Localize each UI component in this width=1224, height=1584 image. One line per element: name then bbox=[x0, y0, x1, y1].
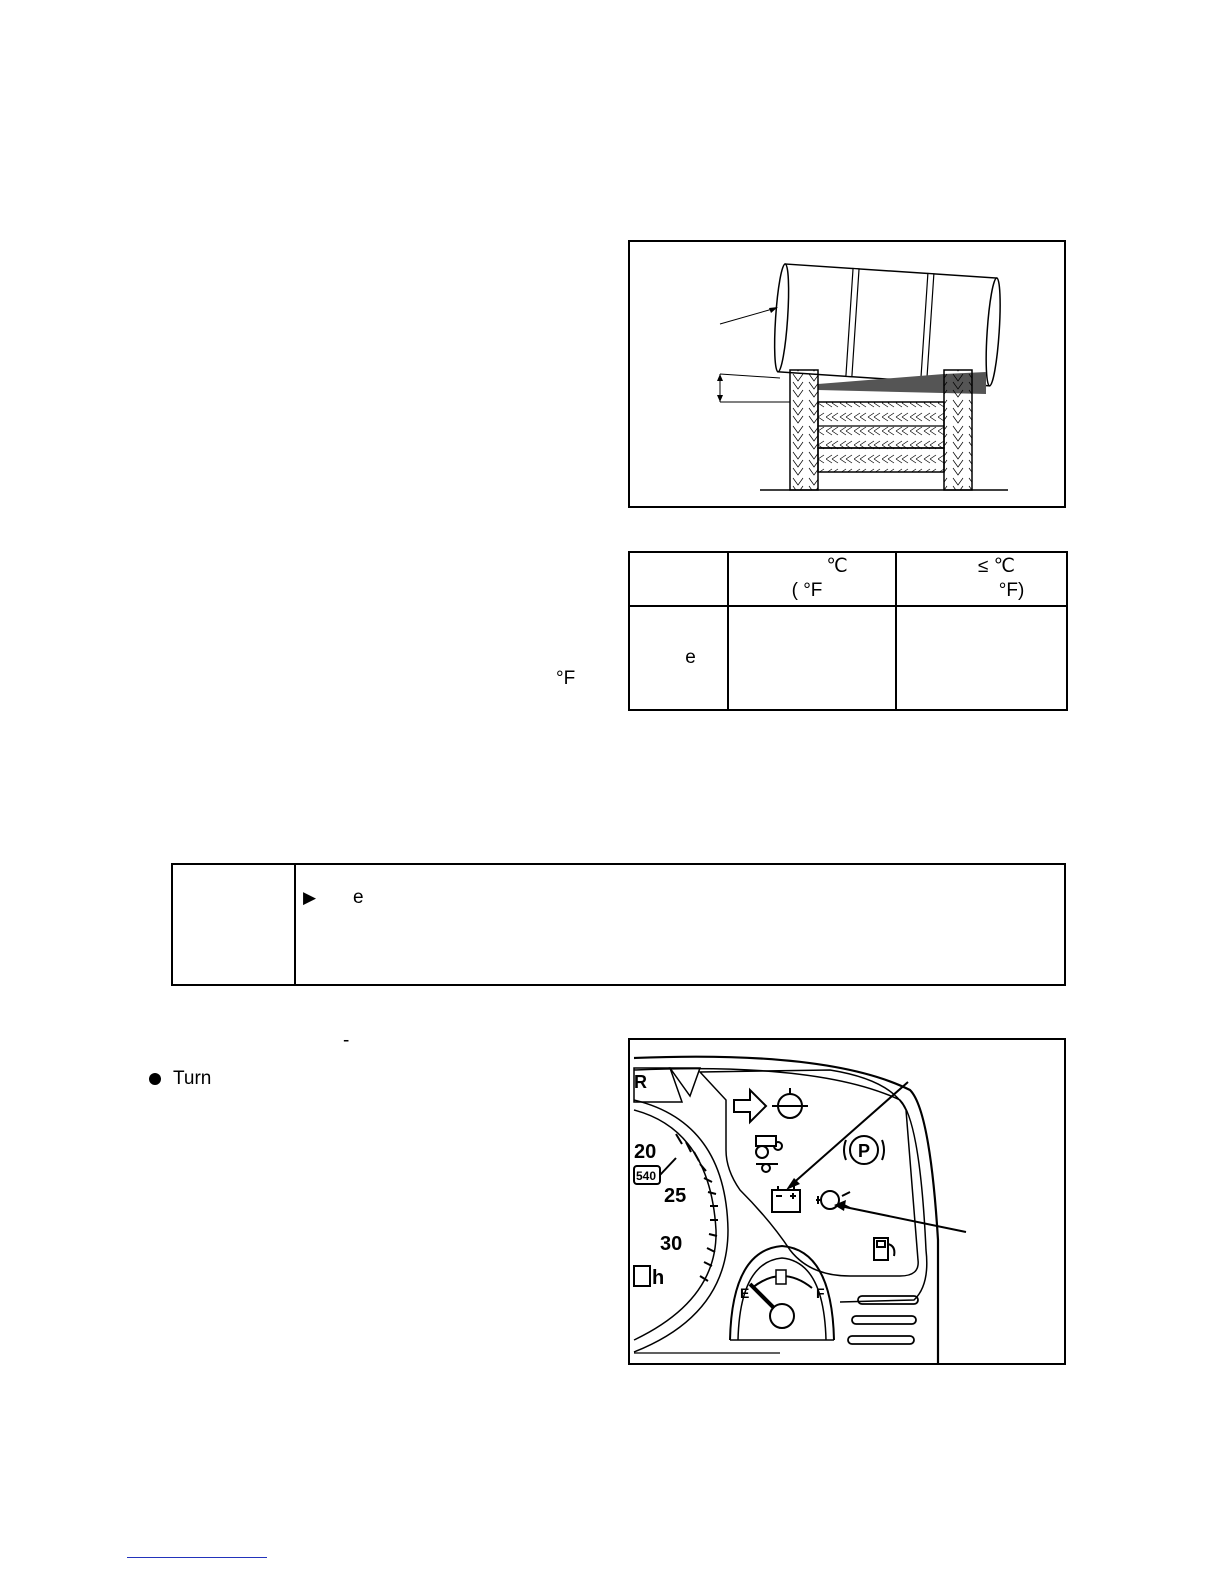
header-fahrenheit-high: °F) bbox=[998, 580, 1025, 601]
row-label-text: e bbox=[685, 647, 696, 668]
turn-instruction-text: Turn bbox=[173, 1068, 212, 1089]
speed-30-label: 30 bbox=[660, 1233, 683, 1255]
notice-marker-icon: ▶ bbox=[303, 888, 317, 907]
instrument-cluster-figure bbox=[628, 1038, 1066, 1365]
hour-meter-h-label: h bbox=[652, 1267, 665, 1289]
bullet-icon bbox=[149, 1073, 161, 1085]
svg-text:P: P bbox=[858, 1141, 871, 1161]
fahrenheit-unit-text: °F bbox=[556, 668, 576, 689]
table-cell-high bbox=[896, 606, 1067, 710]
footer-link-underline bbox=[127, 1557, 267, 1558]
speed-20-label: 20 bbox=[634, 1141, 657, 1163]
notice-box bbox=[171, 863, 1066, 986]
instrument-cluster-illustration bbox=[630, 1040, 1064, 1363]
table-header-low-temp bbox=[728, 552, 896, 606]
header-celsius-high: ≤ ℃ bbox=[977, 556, 1016, 577]
table-header-high-temp bbox=[896, 552, 1067, 606]
table-header-empty bbox=[629, 552, 728, 606]
drum-on-rack-illustration bbox=[630, 242, 1064, 506]
header-celsius-low: ℃ bbox=[826, 556, 848, 577]
stray-dash: - bbox=[343, 1030, 350, 1051]
pto-540-label: 540 bbox=[636, 1169, 657, 1183]
fuel-empty-label: E bbox=[740, 1285, 750, 1301]
notice-label-cell bbox=[173, 865, 296, 984]
fuel-full-label: F bbox=[816, 1285, 825, 1301]
table-row-label bbox=[629, 606, 728, 710]
drum-storage-figure bbox=[628, 240, 1066, 508]
temperature-table bbox=[628, 551, 1068, 711]
table-cell-low bbox=[728, 606, 896, 710]
speed-25-label: 25 bbox=[664, 1185, 687, 1207]
notice-text: e bbox=[353, 887, 364, 908]
gear-r-label: R bbox=[634, 1072, 647, 1092]
header-fahrenheit-low: ( °F bbox=[791, 580, 823, 601]
